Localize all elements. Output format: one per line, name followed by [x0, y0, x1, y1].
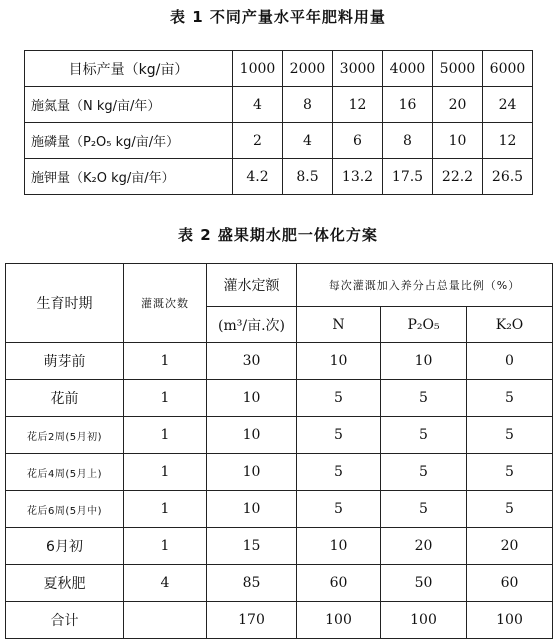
stage-cell: 花前	[6, 380, 124, 417]
table-cell: 5	[467, 491, 553, 528]
header-yield-2000: 2000	[283, 51, 333, 87]
table-cell: 13.2	[333, 159, 383, 195]
stage-cell: 花后4周(5月上)	[6, 454, 124, 491]
table2-caption: 表 2 盛果期水肥一体化方案	[178, 226, 378, 244]
table-cell: 10	[297, 343, 381, 380]
fertigation-plan-table	[5, 263, 553, 639]
table-cell: 100	[467, 602, 553, 639]
header-yield-6000: 6000	[483, 51, 533, 87]
stage-cell: 合计	[6, 602, 124, 639]
table-cell: 12	[333, 87, 383, 123]
table-cell: 8	[283, 87, 333, 123]
table-cell: 4	[283, 123, 333, 159]
table-cell: 10	[207, 454, 297, 491]
table-cell: 5	[297, 380, 381, 417]
table-cell: 1	[124, 454, 207, 491]
table-cell: 10	[207, 380, 297, 417]
table-cell: 1	[124, 528, 207, 565]
header-irrigation-quota: 灌水定额	[207, 264, 297, 307]
table-cell: 60	[467, 565, 553, 602]
table-cell: 5	[381, 417, 467, 454]
table-cell: 20	[381, 528, 467, 565]
table-cell: 1	[124, 417, 207, 454]
row-label-potassium: 施钾量（K₂O kg/亩/年）	[25, 159, 233, 195]
table-row	[6, 380, 553, 417]
table-cell: 10	[381, 343, 467, 380]
table-cell: 2	[233, 123, 283, 159]
table-cell: 26.5	[483, 159, 533, 195]
table-row	[6, 491, 553, 528]
table-cell: 16	[383, 87, 433, 123]
table-cell: 1	[124, 380, 207, 417]
table1-row-potassium	[25, 159, 533, 195]
header-n: N	[297, 307, 381, 343]
header-p2o5: P₂O₅	[381, 307, 467, 343]
table1-row-phosphorus	[25, 123, 533, 159]
table-row	[6, 417, 553, 454]
table-cell: 5	[467, 417, 553, 454]
fertilizer-rate-table	[24, 50, 533, 195]
stage-cell: 萌芽前	[6, 343, 124, 380]
table-cell: 17.5	[383, 159, 433, 195]
row-label-phosphorus: 施磷量（P₂O₅ kg/亩/年）	[25, 123, 233, 159]
table-cell: 6	[333, 123, 383, 159]
table-row	[6, 565, 553, 602]
table-cell: 10	[433, 123, 483, 159]
table-cell: 60	[297, 565, 381, 602]
table-cell: 10	[297, 528, 381, 565]
table-cell: 8	[383, 123, 433, 159]
header-growth-stage: 生育时期	[6, 264, 124, 343]
table-cell: 100	[297, 602, 381, 639]
stage-cell: 花后6周(5月中)	[6, 491, 124, 528]
table-cell: 22.2	[433, 159, 483, 195]
header-yield-1000: 1000	[233, 51, 283, 87]
table-cell: 8.5	[283, 159, 333, 195]
table-cell: 0	[467, 343, 553, 380]
table-cell: 10	[207, 491, 297, 528]
table-cell: 20	[433, 87, 483, 123]
total-row	[6, 602, 553, 639]
table-cell: 5	[297, 454, 381, 491]
stage-cell: 花后2周(5月初)	[6, 417, 124, 454]
table-cell: 170	[207, 602, 297, 639]
table-cell	[124, 602, 207, 639]
table-cell: 5	[381, 454, 467, 491]
header-k2o: K₂O	[467, 307, 553, 343]
table-cell: 24	[483, 87, 533, 123]
row-label-nitrogen: 施氮量（N kg/亩/年）	[25, 87, 233, 123]
table-cell: 5	[467, 454, 553, 491]
table-cell: 15	[207, 528, 297, 565]
table-cell: 4	[233, 87, 283, 123]
header-irrigation-count: 灌溉次数	[124, 264, 207, 343]
table1-row-nitrogen	[25, 87, 533, 123]
table-cell: 50	[381, 565, 467, 602]
header-nutrient-ratio: 每次灌溉加入养分占总量比例（%）	[297, 264, 553, 307]
table-cell: 1	[124, 491, 207, 528]
table-cell: 5	[297, 491, 381, 528]
table1-caption: 表 1 不同产量水平年肥料用量	[170, 8, 386, 26]
table-cell: 5	[381, 380, 467, 417]
table-cell: 85	[207, 565, 297, 602]
table-cell: 4.2	[233, 159, 283, 195]
header-yield-3000: 3000	[333, 51, 383, 87]
table1-header-row	[25, 51, 533, 87]
table-row	[6, 343, 553, 380]
table-cell: 1	[124, 343, 207, 380]
table-cell: 5	[467, 380, 553, 417]
table-cell: 10	[207, 417, 297, 454]
table2-header-row	[6, 264, 553, 307]
table-cell: 5	[381, 491, 467, 528]
table-cell: 20	[467, 528, 553, 565]
table-row	[6, 454, 553, 491]
table-cell: 4	[124, 565, 207, 602]
table-cell: 12	[483, 123, 533, 159]
table-cell: 30	[207, 343, 297, 380]
header-yield-4000: 4000	[383, 51, 433, 87]
stage-cell: 夏秋肥	[6, 565, 124, 602]
header-yield-5000: 5000	[433, 51, 483, 87]
table-cell: 100	[381, 602, 467, 639]
header-target-yield: 目标产量（kg/亩）	[25, 51, 233, 87]
header-quota-unit: (m³/亩.次)	[207, 307, 297, 343]
table-cell: 5	[297, 417, 381, 454]
stage-cell: 6月初	[6, 528, 124, 565]
table-row	[6, 528, 553, 565]
